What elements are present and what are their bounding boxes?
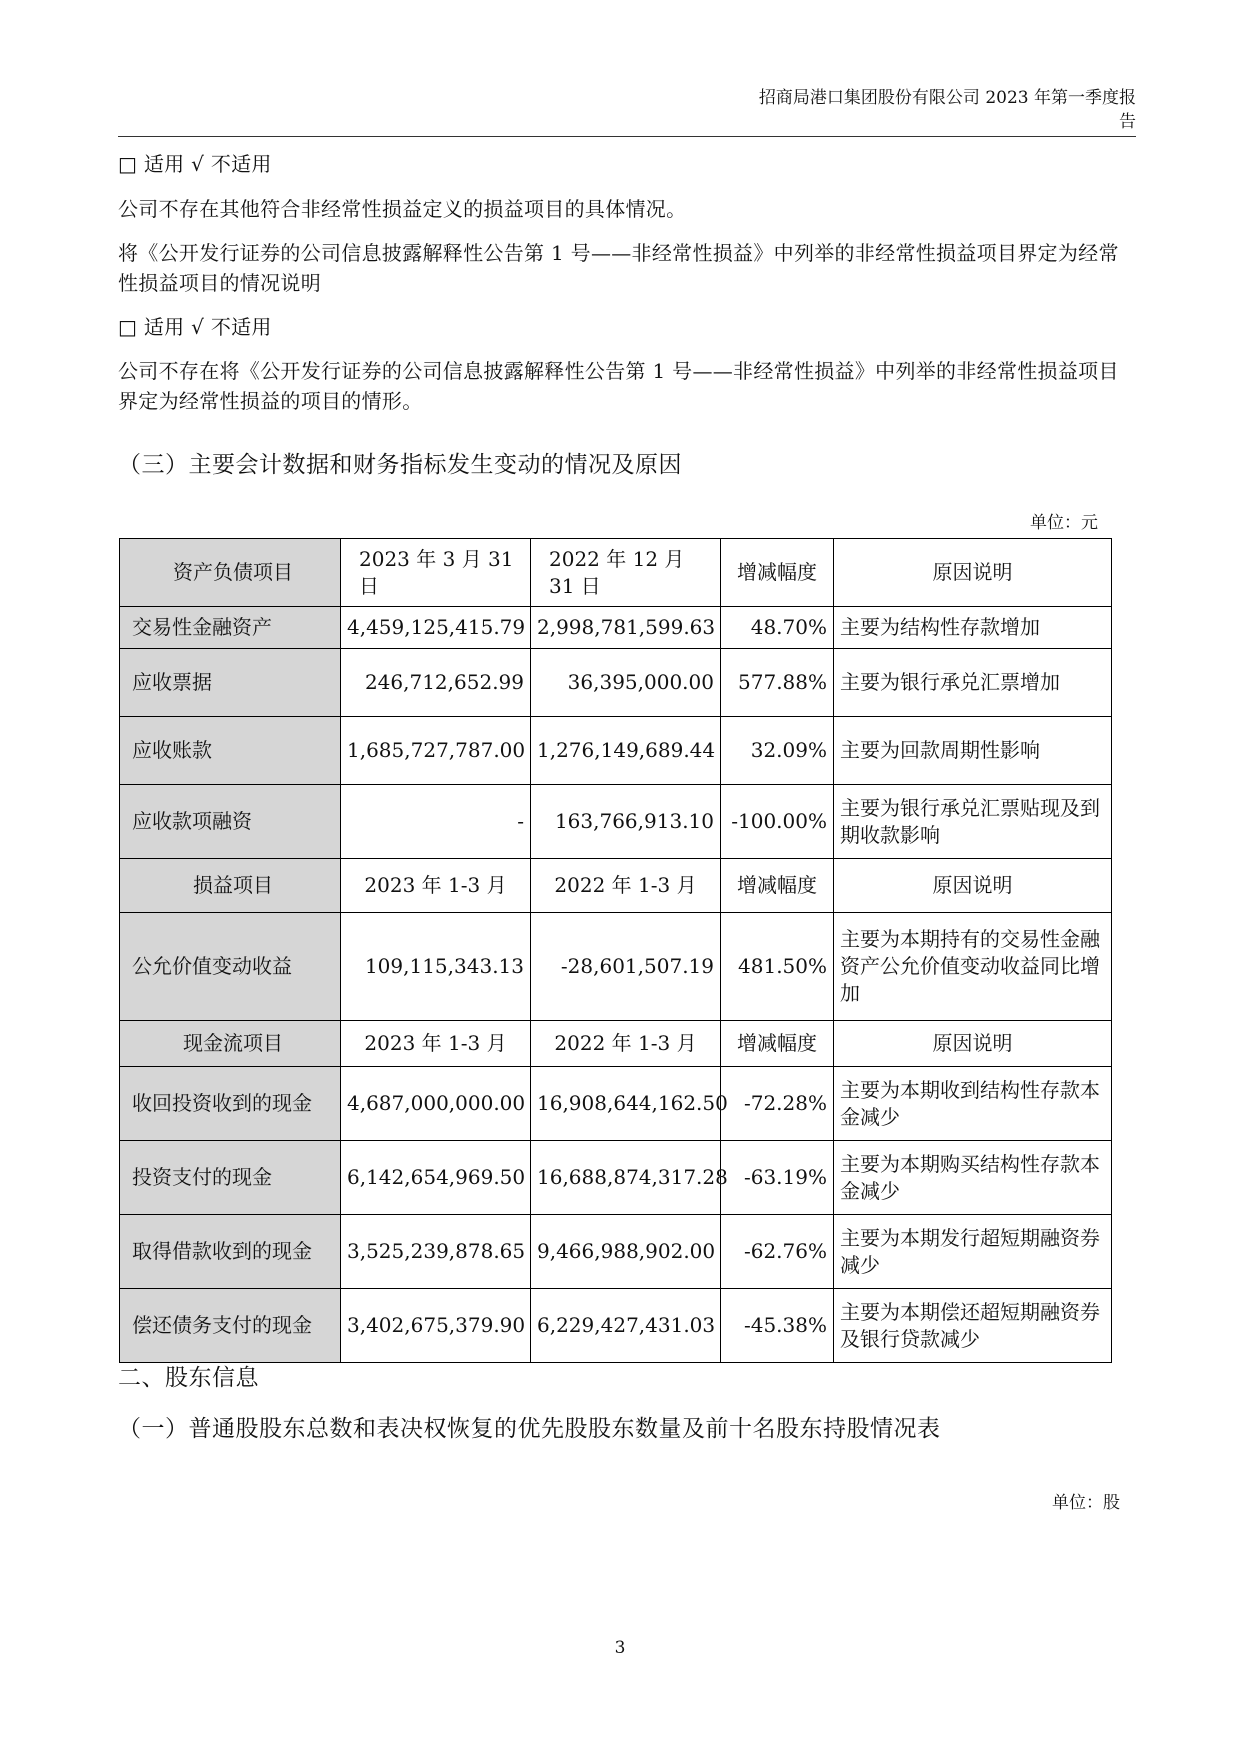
item-cell: 偿还债务支付的现金 bbox=[120, 1289, 341, 1363]
unit-label-shares: 单位：股 bbox=[1052, 1493, 1120, 1513]
change-cell: 48.70% bbox=[721, 607, 834, 649]
reason-cell: 主要为本期偿还超短期融资券及银行贷款减少 bbox=[834, 1289, 1112, 1363]
applicability-check-1: □ 适用 √ 不适用 bbox=[118, 152, 272, 176]
current-value-cell: 4,459,125,415.79 bbox=[341, 607, 531, 649]
section-3-title: （三）主要会计数据和财务指标发生变动的情况及原因 bbox=[118, 452, 682, 478]
current-value-cell: 109,115,343.13 bbox=[341, 913, 531, 1021]
balance-header-row bbox=[120, 539, 1112, 607]
table-row bbox=[120, 649, 1112, 717]
prior-value-cell: 16,688,874,317.28 bbox=[531, 1141, 721, 1215]
prior-value-cell: 163,766,913.10 bbox=[531, 785, 721, 859]
paragraph-3: 公司不存在将《公开发行证券的公司信息披露解释性公告第 1 号——非经常性损益》中列举的非经常性损益项目界定为经常性损益的项目的情形。 bbox=[118, 359, 1119, 413]
report-header bbox=[118, 86, 1136, 134]
paragraph-2: 将《公开发行证券的公司信息披露解释性公告第 1 号——非经常性损益》中列举的非经常性损益项目界定为经常性损益项目的情况说明 bbox=[118, 241, 1119, 295]
reason-cell: 主要为回款周期性影响 bbox=[834, 717, 1112, 785]
table-row bbox=[120, 785, 1112, 859]
cashflow-header-cell: 原因说明 bbox=[834, 1021, 1112, 1067]
prior-value-cell: 16,908,644,162.50 bbox=[531, 1067, 721, 1141]
reason-cell: 主要为本期购买结构性存款本金减少 bbox=[834, 1141, 1112, 1215]
current-value-cell: 1,685,727,787.00 bbox=[341, 717, 531, 785]
reason-cell: 主要为结构性存款增加 bbox=[834, 607, 1112, 649]
unit-label-yuan: 单位：元 bbox=[1030, 513, 1098, 533]
prior-value-cell: -28,601,507.19 bbox=[531, 913, 721, 1021]
current-value-cell: 3,402,675,379.90 bbox=[341, 1289, 531, 1363]
change-cell: -62.76% bbox=[721, 1215, 834, 1289]
current-value-cell: 6,142,654,969.50 bbox=[341, 1141, 531, 1215]
item-cell: 公允价值变动收益 bbox=[120, 913, 341, 1021]
table-row bbox=[120, 913, 1112, 1021]
prior-value-cell: 6,229,427,431.03 bbox=[531, 1289, 721, 1363]
income-header-cell: 损益项目 bbox=[120, 859, 341, 913]
change-cell: 577.88% bbox=[721, 649, 834, 717]
prior-value-cell: 2,998,781,599.63 bbox=[531, 607, 721, 649]
financial-changes-table bbox=[119, 538, 1112, 1363]
cashflow-header-cell: 2023 年 1-3 月 bbox=[341, 1021, 531, 1067]
item-cell: 应收票据 bbox=[120, 649, 341, 717]
cashflow-header-cell: 现金流项目 bbox=[120, 1021, 341, 1067]
change-cell: 32.09% bbox=[721, 717, 834, 785]
item-cell: 交易性金融资产 bbox=[120, 607, 341, 649]
table-row bbox=[120, 1067, 1112, 1141]
income-header-cell: 2022 年 1-3 月 bbox=[531, 859, 721, 913]
item-cell: 投资支付的现金 bbox=[120, 1141, 341, 1215]
item-cell: 应收款项融资 bbox=[120, 785, 341, 859]
change-cell: -100.00% bbox=[721, 785, 834, 859]
prior-value-cell: 1,276,149,689.44 bbox=[531, 717, 721, 785]
table-row bbox=[120, 1215, 1112, 1289]
change-cell: -72.28% bbox=[721, 1067, 834, 1141]
prior-value-cell: 9,466,988,902.00 bbox=[531, 1215, 721, 1289]
reason-cell: 主要为本期收到结构性存款本金减少 bbox=[834, 1067, 1112, 1141]
balance-header-cell: 2022 年 12 月 31 日 bbox=[531, 539, 721, 607]
cashflow-header-cell: 增减幅度 bbox=[721, 1021, 834, 1067]
prior-value-cell: 36,395,000.00 bbox=[531, 649, 721, 717]
change-cell: -63.19% bbox=[721, 1141, 834, 1215]
table-row bbox=[120, 1141, 1112, 1215]
header-rule bbox=[118, 136, 1136, 137]
table-row bbox=[120, 607, 1112, 649]
reason-cell: 主要为本期发行超短期融资券减少 bbox=[834, 1215, 1112, 1289]
current-value-cell: 3,525,239,878.65 bbox=[341, 1215, 531, 1289]
applicability-check-2: □ 适用 √ 不适用 bbox=[118, 315, 272, 339]
cashflow-header-row bbox=[120, 1021, 1112, 1067]
current-value-cell: 246,712,652.99 bbox=[341, 649, 531, 717]
table-row bbox=[120, 1289, 1112, 1363]
page-number: 3 bbox=[614, 1638, 626, 1658]
balance-header-cell: 增减幅度 bbox=[721, 539, 834, 607]
income-header-cell: 原因说明 bbox=[834, 859, 1112, 913]
change-cell: 481.50% bbox=[721, 913, 834, 1021]
balance-header-cell: 2023 年 3 月 31 日 bbox=[341, 539, 531, 607]
header-line-1: 招商局港口集团股份有限公司 2023 年第一季度报 bbox=[758, 88, 1136, 108]
item-cell: 取得借款收到的现金 bbox=[120, 1215, 341, 1289]
reason-cell: 主要为银行承兑汇票增加 bbox=[834, 649, 1112, 717]
reason-cell: 主要为本期持有的交易性金融资产公允价值变动收益同比增加 bbox=[834, 913, 1112, 1021]
table-row bbox=[120, 717, 1112, 785]
income-header-row bbox=[120, 859, 1112, 913]
paragraph-1: 公司不存在其他符合非经常性损益定义的损益项目的具体情况。 bbox=[118, 197, 687, 221]
current-value-cell: 4,687,000,000.00 bbox=[341, 1067, 531, 1141]
header-line-2: 告 bbox=[1119, 112, 1136, 132]
current-value-cell: - bbox=[341, 785, 531, 859]
cashflow-header-cell: 2022 年 1-3 月 bbox=[531, 1021, 721, 1067]
income-header-cell: 2023 年 1-3 月 bbox=[341, 859, 531, 913]
balance-header-cell: 资产负债项目 bbox=[120, 539, 341, 607]
section-2-title: 二、股东信息 bbox=[118, 1365, 259, 1391]
item-cell: 应收账款 bbox=[120, 717, 341, 785]
change-cell: -45.38% bbox=[721, 1289, 834, 1363]
income-header-cell: 增减幅度 bbox=[721, 859, 834, 913]
reason-cell: 主要为银行承兑汇票贴现及到期收款影响 bbox=[834, 785, 1112, 859]
shareholder-table-title: （一）普通股股东总数和表决权恢复的优先股股东数量及前十名股东持股情况表 bbox=[118, 1416, 941, 1442]
balance-header-cell: 原因说明 bbox=[834, 539, 1112, 607]
item-cell: 收回投资收到的现金 bbox=[120, 1067, 341, 1141]
